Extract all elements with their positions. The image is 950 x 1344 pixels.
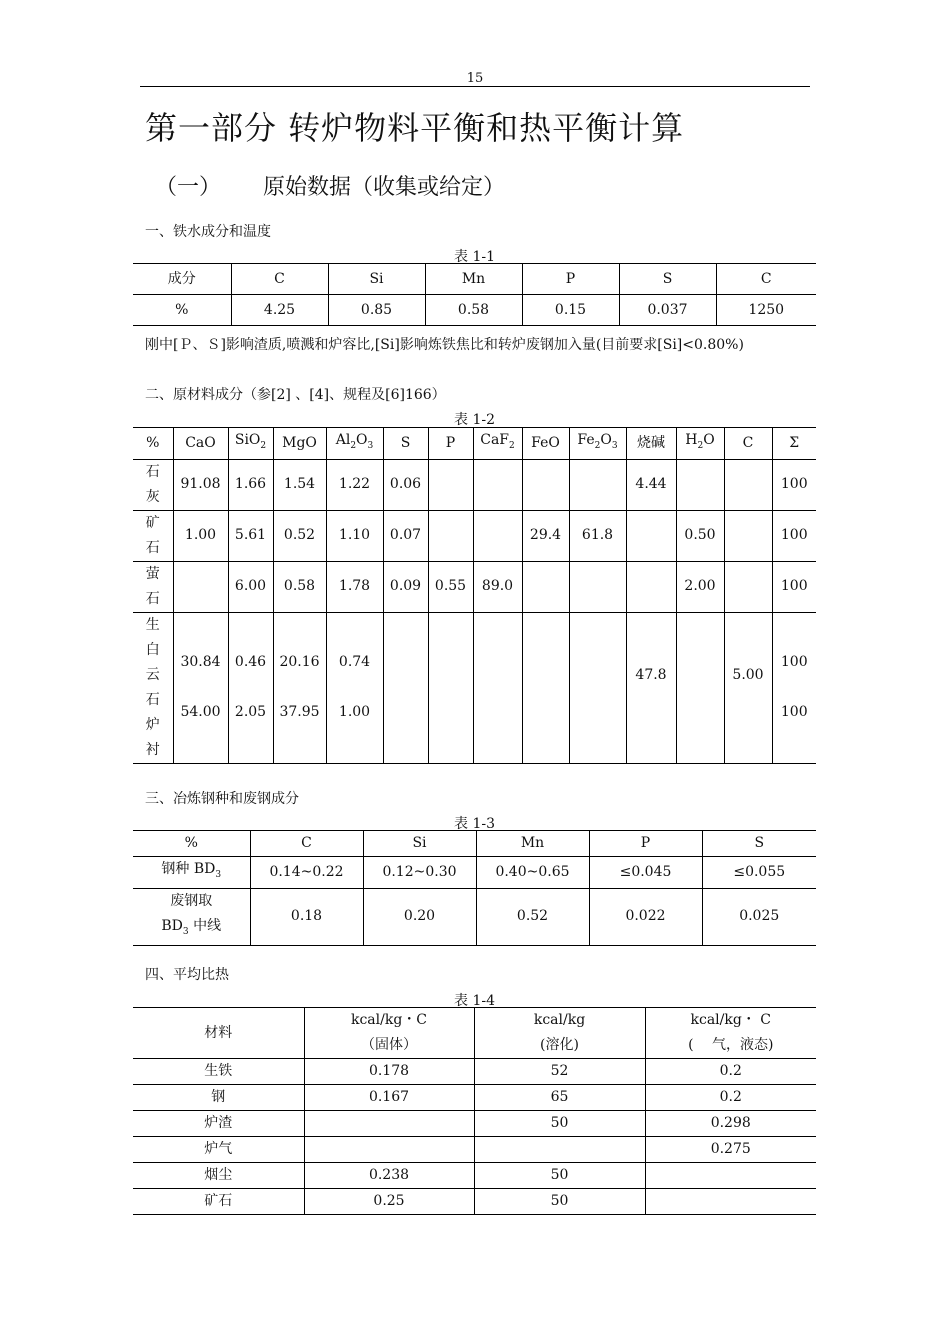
row-label: 石 灰	[133, 459, 173, 510]
table-cell: 0.298	[645, 1111, 816, 1137]
table-cell: 30.84 54.00	[173, 612, 228, 763]
document-title: 第一部分 转炉物料平衡和热平衡计算	[145, 109, 685, 147]
table-cell: 0.238	[304, 1163, 474, 1189]
header-cell: P	[589, 831, 702, 857]
table-cell	[676, 459, 724, 510]
table-cell	[522, 612, 569, 763]
table-cell	[724, 510, 772, 561]
table-header-row	[133, 428, 816, 460]
header-cell: $Al_2O_3$	[326, 428, 383, 460]
table-row	[133, 561, 816, 612]
header-cell: kcal/kg (溶化)	[474, 1008, 645, 1059]
table-cell	[676, 612, 724, 763]
row-label: 炉渣	[133, 1111, 304, 1137]
section-number: （一）	[155, 175, 222, 200]
table-cell: 0.07	[383, 510, 428, 561]
table-cell: 0.40~0.65	[476, 857, 589, 889]
table-cell	[304, 1137, 474, 1163]
table-cell: 0.58	[273, 561, 326, 612]
header-cell: 成分	[167, 270, 196, 287]
header-cell: SiO$_2$	[228, 428, 273, 460]
header-cell: C	[724, 428, 772, 460]
table-row	[133, 1059, 816, 1085]
table-cell: 0.52	[476, 888, 589, 945]
heading-steel-grade: 三、冶炼钢种和废钢成分	[145, 791, 299, 807]
caption-table-1-2: 表 1-2	[454, 412, 495, 428]
header-cell: S	[619, 264, 716, 295]
header-cell: kcal/kg・ C ( 气，液态)	[645, 1008, 816, 1059]
header-cell: CaO	[173, 428, 228, 460]
table-row	[133, 1137, 816, 1163]
table-cell	[473, 459, 522, 510]
table-cell: 0.178	[304, 1059, 474, 1085]
table-cell: 5.61	[228, 510, 273, 561]
page-number: 15	[466, 71, 484, 86]
row-label: 生铁	[133, 1059, 304, 1085]
header-rule	[140, 86, 810, 87]
table-cell: 0.20	[363, 888, 476, 945]
table-cell: 91.08	[173, 459, 228, 510]
iron-composition-note: 刚中[Ｐ、Ｓ]影响渣质,喷溅和炉容比,[Si]影响炼铁焦比和转炉废钢加入量(目前要求[Si]<0.80%)	[145, 337, 744, 353]
table-header-row	[133, 264, 816, 295]
table-cell: 0.12~0.30	[363, 857, 476, 889]
table-cell	[473, 510, 522, 561]
table-cell	[428, 510, 473, 561]
table-cell: 89.0	[473, 561, 522, 612]
header-cell: $Fe_2O_3$	[569, 428, 626, 460]
header-cell: FeO	[522, 428, 569, 460]
table-cell: 4.44	[626, 459, 676, 510]
table-cell: 0.85	[328, 295, 425, 326]
table-cell: ≤0.055	[702, 857, 816, 889]
table-cell: 61.8	[569, 510, 626, 561]
table-cell	[522, 459, 569, 510]
table-cell: 50	[474, 1163, 645, 1189]
table-cell	[522, 561, 569, 612]
table-row	[133, 612, 816, 763]
heading-raw-materials: 二、原材料成分（参[2] 、[4]、规程及[6]166）	[145, 387, 446, 403]
row-label: 钢种 $BD_3$	[133, 857, 250, 889]
header-cell: S	[383, 428, 428, 460]
table-cell: 50	[474, 1189, 645, 1215]
table-cell: 20.16 37.95	[273, 612, 326, 763]
table-cell: 1.66	[228, 459, 273, 510]
table-cell: 0.275	[645, 1137, 816, 1163]
table-cell	[428, 459, 473, 510]
table-cell: 5.00	[724, 612, 772, 763]
table-cell: 0.2	[645, 1085, 816, 1111]
table-cell: 6.00	[228, 561, 273, 612]
caption-table-1-4: 表 1-4	[454, 993, 495, 1009]
table-cell: 0.18	[250, 888, 363, 945]
header-cell: Σ	[772, 428, 816, 460]
header-cell: P	[522, 264, 619, 295]
table-cell	[304, 1111, 474, 1137]
table-row	[133, 295, 816, 326]
table-cell	[569, 459, 626, 510]
header-cell: 材料	[204, 1024, 233, 1041]
header-cell: %	[184, 835, 198, 851]
table-cell: 0.15	[522, 295, 619, 326]
table-cell: 0.022	[589, 888, 702, 945]
table-cell: 0.09	[383, 561, 428, 612]
table-cell: 100	[772, 510, 816, 561]
header-cell: Mn	[425, 264, 522, 295]
table-cell: 50	[474, 1111, 645, 1137]
table-raw-materials	[133, 427, 816, 764]
table-cell: 0.58	[425, 295, 522, 326]
table-row	[133, 888, 816, 945]
table-cell	[724, 561, 772, 612]
table-row	[133, 510, 816, 561]
table-cell: 0.037	[619, 295, 716, 326]
table-row	[133, 1111, 816, 1137]
table-cell: 1.10	[326, 510, 383, 561]
table-cell: 52	[474, 1059, 645, 1085]
table-cell: 0.55	[428, 561, 473, 612]
table-row	[133, 1163, 816, 1189]
header-cell: Si	[363, 831, 476, 857]
table-cell	[569, 561, 626, 612]
row-label: 炉气	[133, 1137, 304, 1163]
table-cell: 0.50	[676, 510, 724, 561]
table-cell	[428, 612, 473, 763]
section-title	[155, 170, 505, 201]
table-cell: 0.74 1.00	[326, 612, 383, 763]
header-cell: P	[428, 428, 473, 460]
table-row	[133, 1189, 816, 1215]
table-cell	[173, 561, 228, 612]
table-cell: 0.167	[304, 1085, 474, 1111]
table-cell: 0.52	[273, 510, 326, 561]
header-cell: C	[231, 264, 328, 295]
row-label: 烟尘	[133, 1163, 304, 1189]
table-cell: 0.46 2.05	[228, 612, 273, 763]
table-cell: 1250	[716, 295, 816, 326]
table-cell: 47.8	[626, 612, 676, 763]
header-cell: MgO	[273, 428, 326, 460]
table-cell	[383, 612, 428, 763]
table-cell: 2.00	[676, 561, 724, 612]
table-cell	[626, 510, 676, 561]
heading-specific-heat: 四、平均比热	[145, 967, 229, 983]
table-cell: 4.25	[231, 295, 328, 326]
table-cell: 100	[772, 561, 816, 612]
table-cell: 100 100	[772, 612, 816, 763]
table-cell	[724, 459, 772, 510]
table-cell: ≤0.045	[589, 857, 702, 889]
table-cell: 0.2	[645, 1059, 816, 1085]
table-cell	[569, 612, 626, 763]
table-cell: 0.06	[383, 459, 428, 510]
header-cell: 烧碱	[626, 428, 676, 460]
table-row	[133, 1085, 816, 1111]
table-cell	[473, 612, 522, 763]
header-cell: Mn	[476, 831, 589, 857]
table-cell: 1.54	[273, 459, 326, 510]
row-label: 萤 石	[133, 561, 173, 612]
caption-table-1-3: 表 1-3	[454, 816, 495, 832]
header-cell: C	[250, 831, 363, 857]
header-cell: $H_2O$	[676, 428, 724, 460]
table-cell: %	[133, 295, 231, 326]
row-label: 废钢取 $BD_3$ 中线	[133, 888, 250, 945]
header-cell: %	[146, 434, 160, 451]
table-cell	[626, 561, 676, 612]
table-iron-composition	[133, 263, 816, 326]
table-steel-grade	[133, 830, 816, 946]
table-row	[133, 459, 816, 510]
header-cell: Si	[328, 264, 425, 295]
header-cell: S	[702, 831, 816, 857]
table-cell: 0.25	[304, 1189, 474, 1215]
heading-iron-composition: 一、铁水成分和温度	[145, 224, 271, 240]
table-specific-heat	[133, 1007, 816, 1215]
table-cell	[474, 1137, 645, 1163]
table-cell: 65	[474, 1085, 645, 1111]
row-label: 矿 石	[133, 510, 173, 561]
table-cell	[645, 1163, 816, 1189]
table-header-row	[133, 1008, 816, 1059]
table-cell: 0.14~0.22	[250, 857, 363, 889]
row-label: 钢	[133, 1085, 304, 1111]
table-cell: 0.025	[702, 888, 816, 945]
table-header-row	[133, 831, 816, 857]
row-label: 矿石	[133, 1189, 304, 1215]
table-cell	[645, 1189, 816, 1215]
section-text: 原始数据（收集或给定）	[263, 175, 506, 200]
header-cell: CaF$_2$	[473, 428, 522, 460]
table-cell: 29.4	[522, 510, 569, 561]
header-cell: kcal/kg・C （固体）	[304, 1008, 474, 1059]
header-cell: C	[716, 264, 816, 295]
table-cell: 1.22	[326, 459, 383, 510]
table-cell: 1.00	[173, 510, 228, 561]
caption-table-1-1: 表 1-1	[454, 249, 495, 265]
table-row	[133, 857, 816, 889]
table-cell: 100	[772, 459, 816, 510]
table-cell: 1.78	[326, 561, 383, 612]
row-label: 生 白 云 石 炉 衬	[133, 612, 173, 763]
